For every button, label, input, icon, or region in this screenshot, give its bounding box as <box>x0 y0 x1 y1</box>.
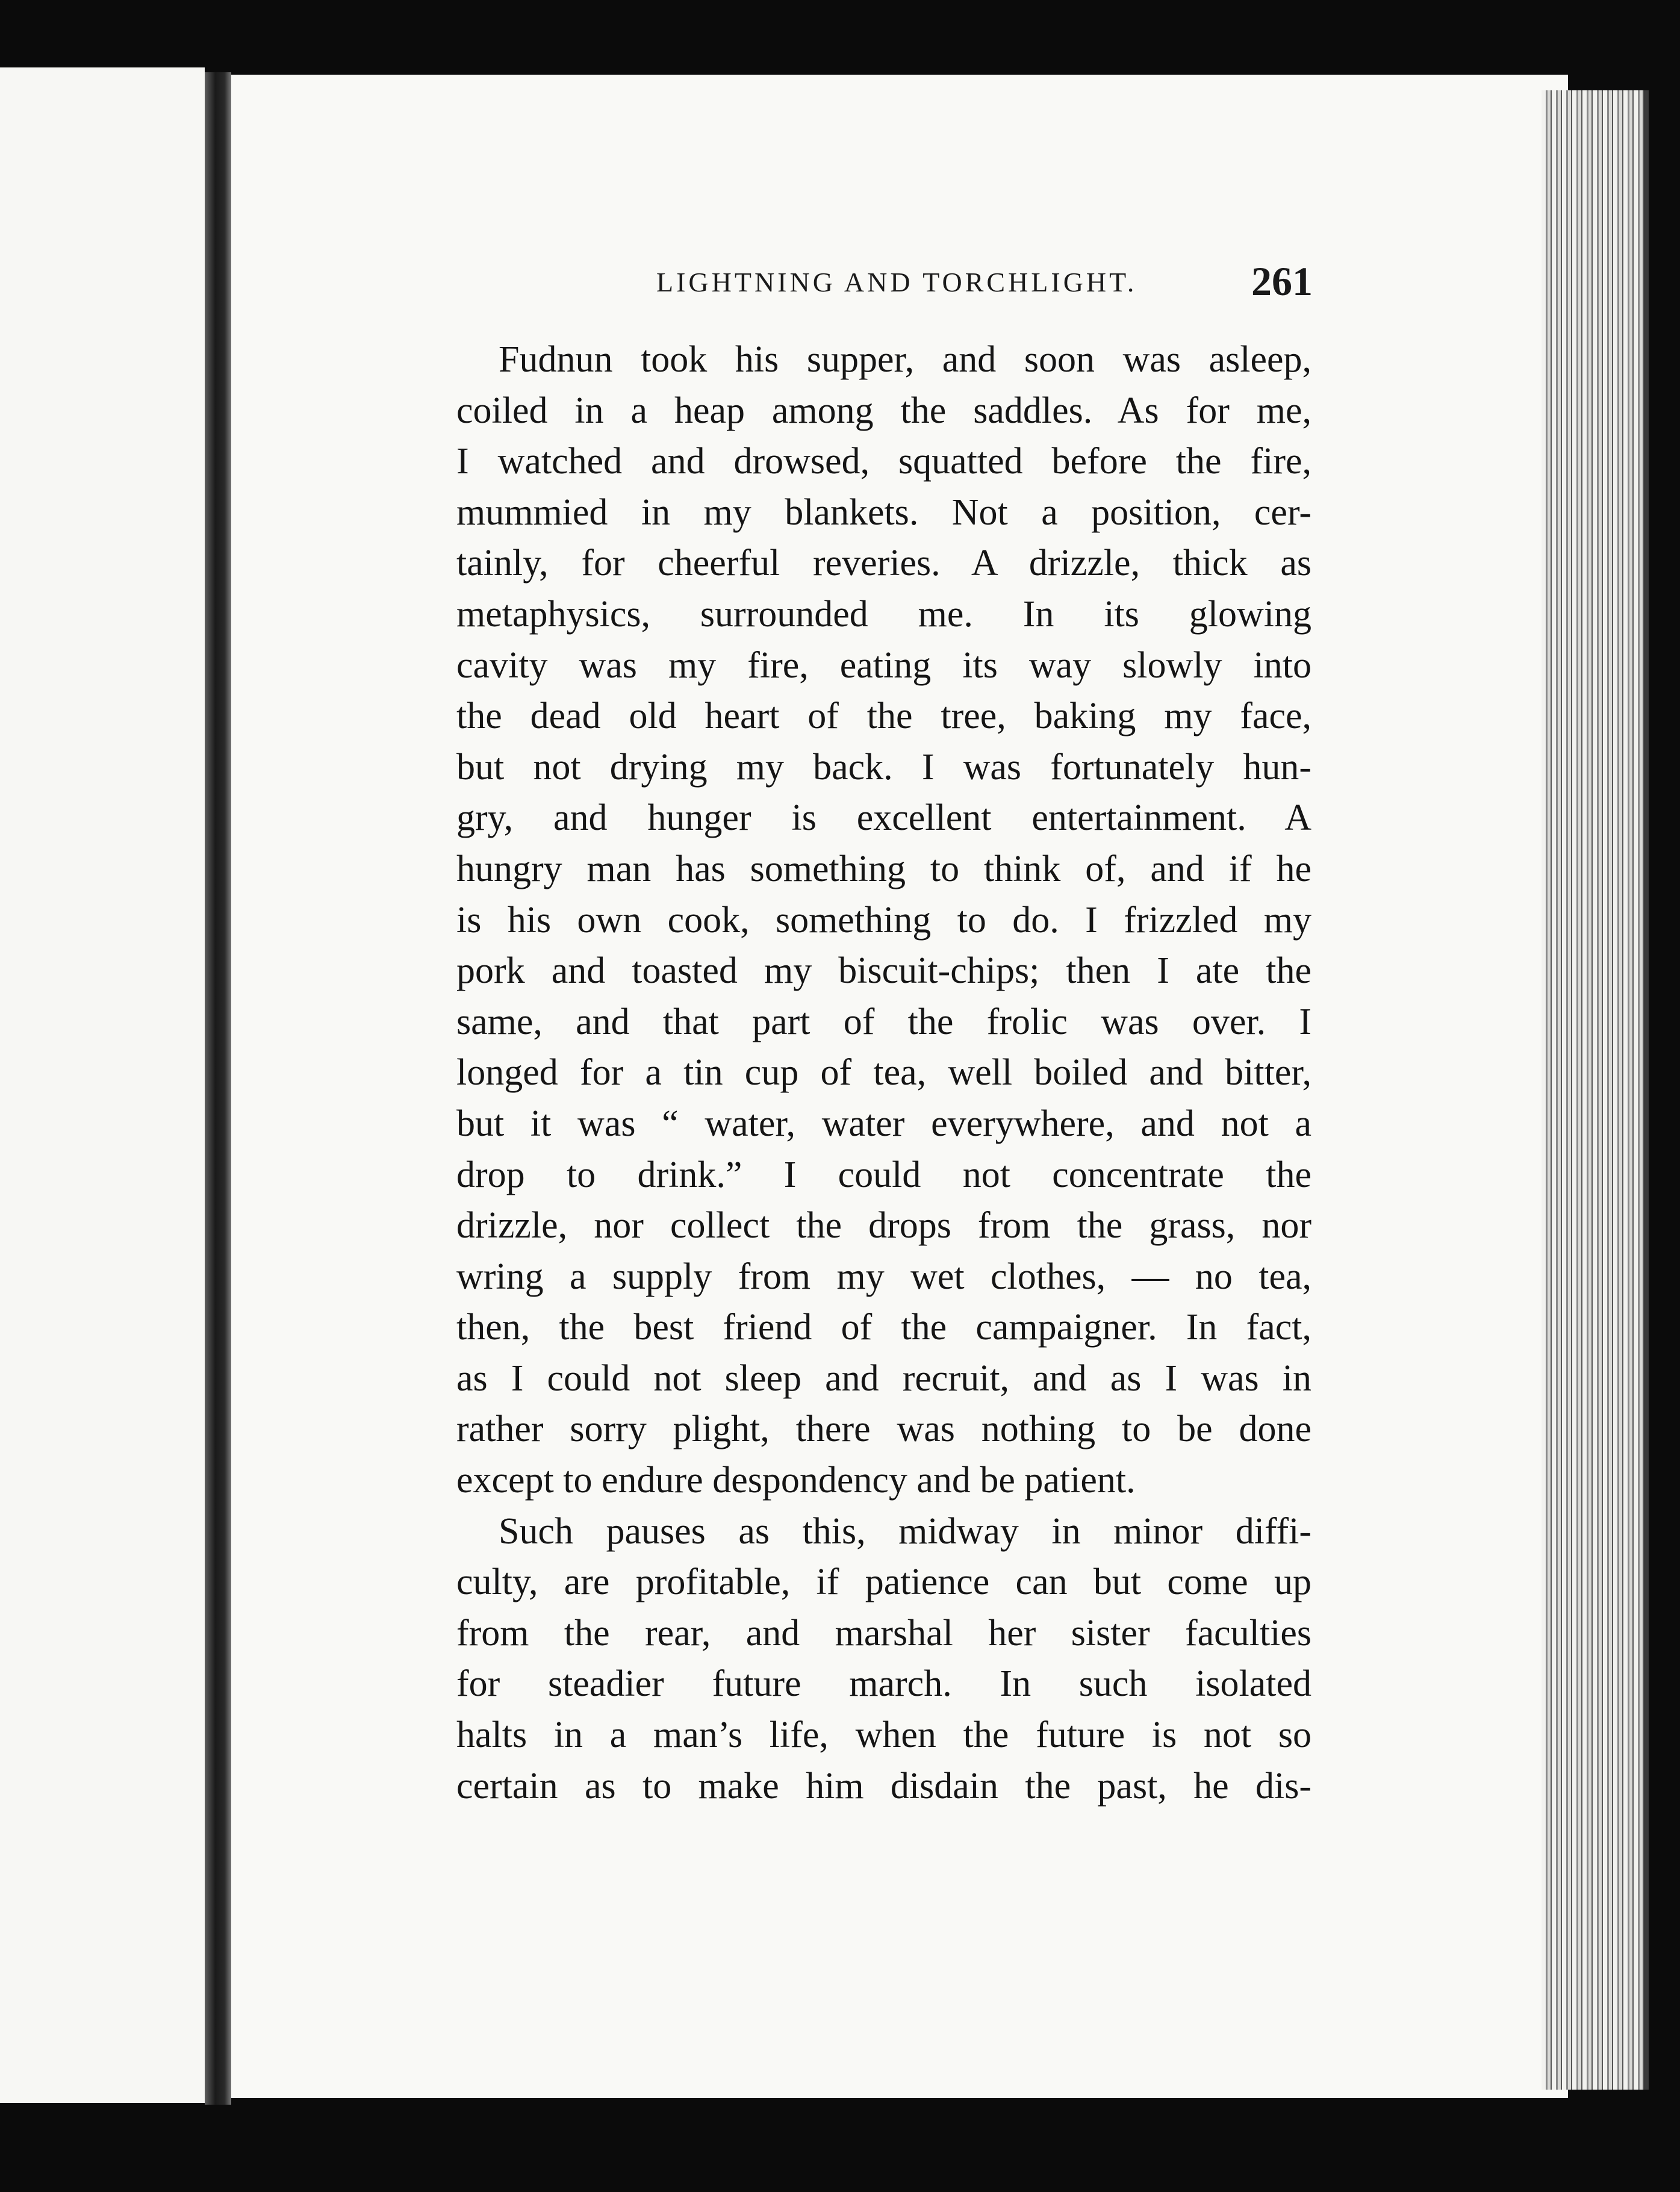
text-line: metaphysics, surrounded me. In its glowing <box>456 593 1311 635</box>
text-line: is his own cook, something to do. I frizzled my <box>456 899 1311 941</box>
running-head: LIGHTNING AND TORCHLIGHT. <box>656 267 1137 297</box>
left-page-edge <box>0 67 205 2103</box>
paragraph <box>456 1506 1311 1812</box>
page-number: 261 <box>1251 258 1313 304</box>
body-text <box>456 334 1311 1811</box>
text-line: tainly, for cheerful reveries. A drizzle, thick as <box>456 543 1311 584</box>
text-line: certain as to make him disdain the past, he dis- <box>456 1765 1311 1807</box>
text-line: mummied in my blankets. Not a position, cer- <box>456 491 1311 533</box>
text-line: then, the best friend of the campaigner. In fact, <box>456 1307 1311 1348</box>
text-line: same, and that part of the frolic was over. I <box>456 1001 1311 1042</box>
text-line: the dead old heart of the tree, baking my face, <box>456 696 1311 737</box>
text-line: but not drying my back. I was fortunately hun- <box>456 746 1311 788</box>
page-header <box>656 258 1313 312</box>
text-line: Such pauses as this, midway in minor diffi- <box>499 1510 1311 1552</box>
text-line: I watched and drowsed, squatted before the fire, <box>456 441 1311 482</box>
paragraph <box>456 334 1311 1506</box>
text-line: drizzle, nor collect the drops from the grass, nor <box>456 1205 1311 1247</box>
book-gutter <box>205 72 231 2105</box>
text-line: Fudnun took his supper, and soon was asleep, <box>499 339 1311 380</box>
text-line: except to endure despondency and be patient. <box>456 1460 1136 1501</box>
page-edge-stack <box>1542 90 1644 2090</box>
text-line: rather sorry plight, there was nothing to be done <box>456 1409 1311 1450</box>
text-line: longed for a tin cup of tea, well boiled and bitter, <box>456 1052 1311 1094</box>
page-edge-shadow <box>1644 90 1649 2090</box>
text-line: but it was “ water, water everywhere, and not a <box>456 1103 1311 1144</box>
text-line: coiled in a heap among the saddles. As for me, <box>456 390 1311 431</box>
text-line: for steadier future march. In such isolated <box>456 1663 1311 1705</box>
text-line: gry, and hunger is excellent entertainment. A <box>456 797 1311 839</box>
text-line: culty, are profitable, if patience can but come up <box>456 1561 1311 1603</box>
text-line: as I could not sleep and recruit, and as I was in <box>456 1357 1311 1399</box>
text-line: hungry man has something to think of, and if he <box>456 848 1311 889</box>
text-line: drop to drink.” I could not concentrate the <box>456 1154 1311 1195</box>
text-line: from the rear, and marshal her sister faculties <box>456 1612 1311 1654</box>
text-line: halts in a man’s life, when the future is not so <box>456 1714 1311 1756</box>
text-line: pork and toasted my biscuit-chips; then I ate the <box>456 950 1311 992</box>
text-line: wring a supply from my wet clothes, — no tea, <box>456 1256 1311 1297</box>
text-line: cavity was my fire, eating its way slowly into <box>456 644 1311 686</box>
